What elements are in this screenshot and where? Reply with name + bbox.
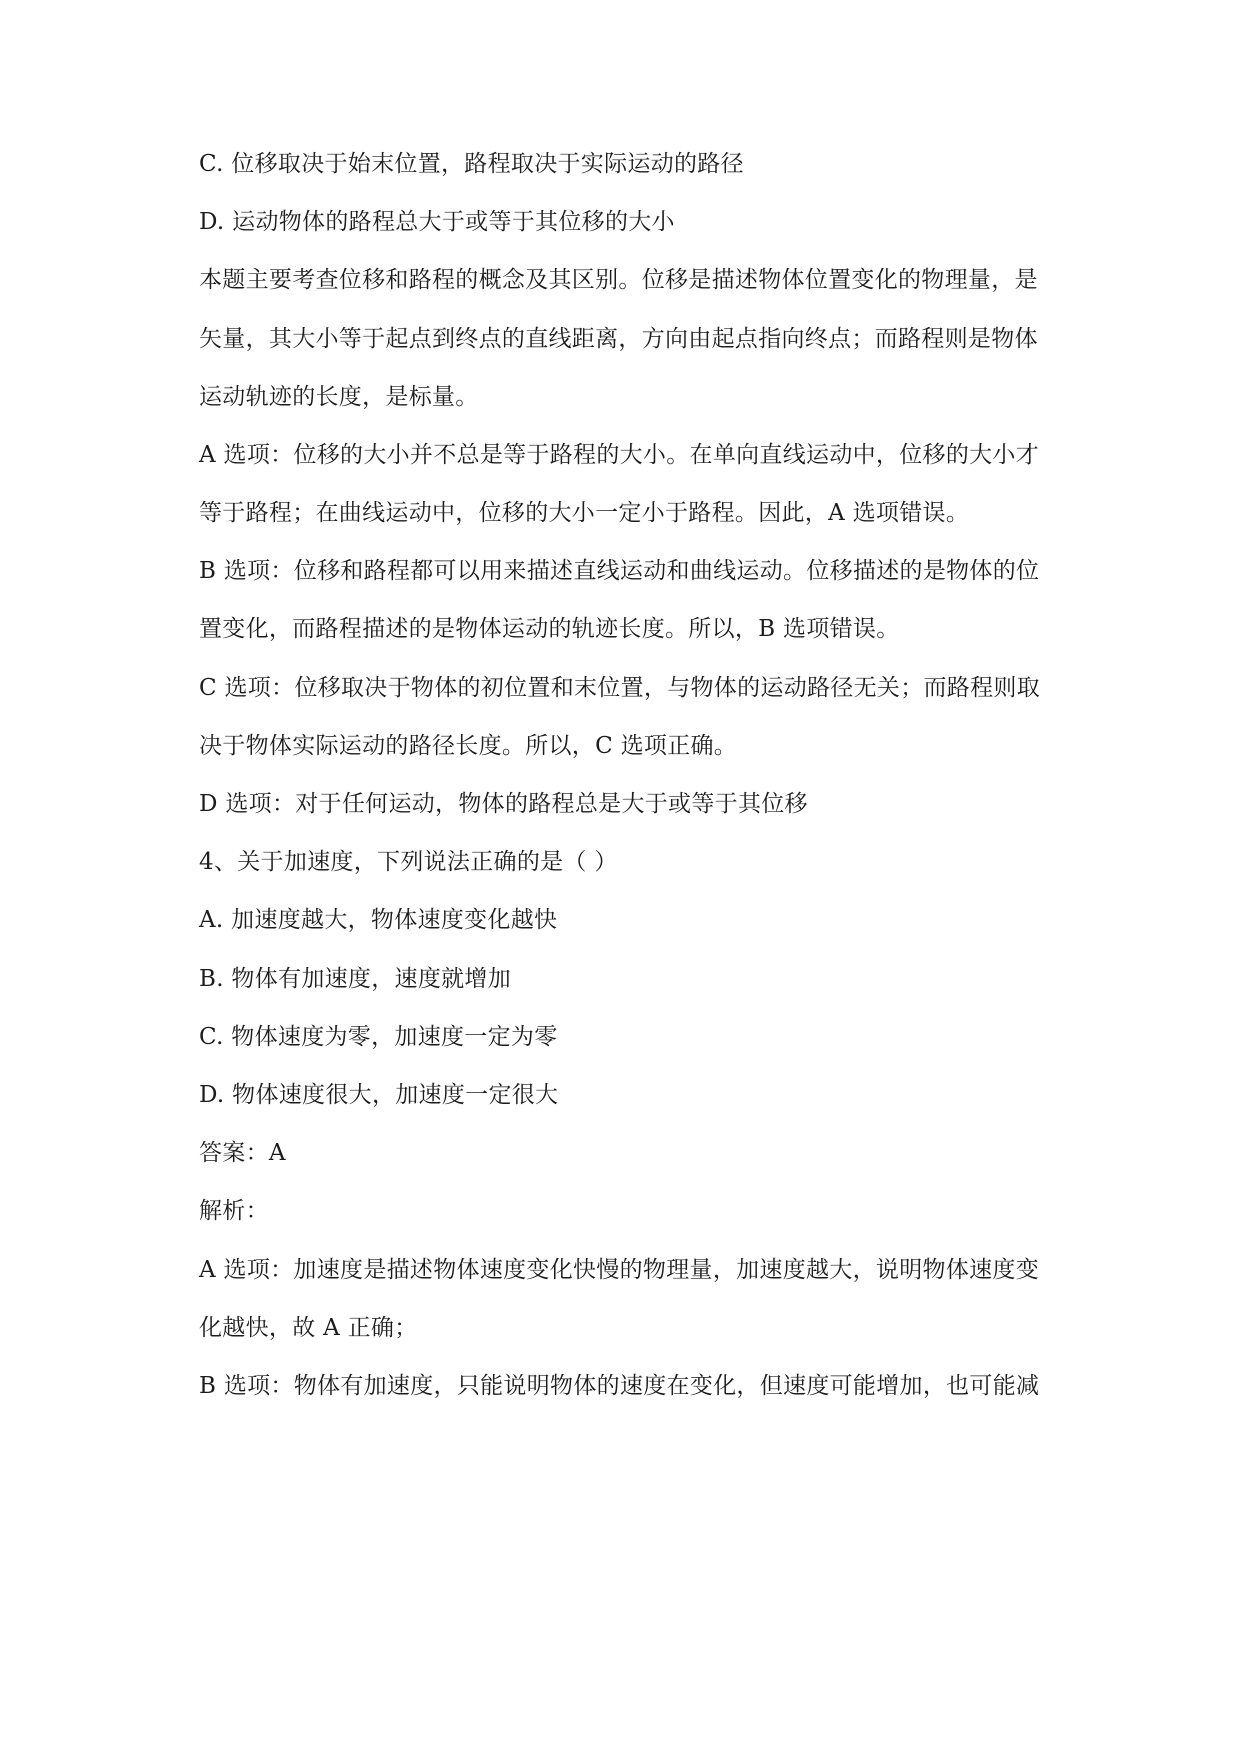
q4-option-a: A. 加速度越大，物体速度变化越快: [199, 907, 558, 933]
analysis-option-b-line-1: B 选项：位移和路程都可以用来描述直线运动和曲线运动。位移描述的是物体的位: [199, 558, 1040, 584]
q4-option-b: B. 物体有加速度，速度就增加: [199, 966, 512, 992]
analysis-option-a-line-1: A 选项：位移的大小并不总是等于路程的大小。在单向直线运动中，位移的大小才: [199, 442, 1040, 468]
q4-answer: 答案：A: [199, 1140, 286, 1166]
q4-option-c: C. 物体速度为零，加速度一定为零: [199, 1024, 558, 1050]
analysis-option-c-line-2: 决于物体实际运动的路径长度。所以，C 选项正确。: [199, 733, 738, 759]
q4-option-d: D. 物体速度很大，加速度一定很大: [199, 1082, 559, 1108]
analysis-option-d-line-1: D 选项：对于任何运动，物体的路程总是大于或等于其位移: [199, 791, 808, 817]
q4-analysis-b-line-1: B 选项：物体有加速度，只能说明物体的速度在变化，但速度可能增加，也可能减: [199, 1373, 1040, 1399]
q4-analysis-a-line-1: A 选项：加速度是描述物体速度变化快慢的物理量，加速度越大，说明物体速度变: [199, 1257, 1040, 1283]
option-c-q3: C. 位移取决于始末位置，路程取决于实际运动的路径: [199, 151, 744, 177]
analysis-option-a-line-2: 等于路程；在曲线运动中，位移的大小一定小于路程。因此，A 选项错误。: [199, 500, 970, 526]
option-d-q3: D. 运动物体的路程总大于或等于其位移的大小: [199, 209, 675, 235]
analysis-paragraph-line-2: 矢量，其大小等于起点到终点的直线距离，方向由起点指向终点；而路程则是物体: [199, 326, 1038, 352]
question-4-stem: 4、关于加速度，下列说法正确的是（ ）: [199, 849, 618, 875]
q4-analysis-heading: 解析：: [199, 1198, 269, 1224]
analysis-paragraph-line-1: 本题主要考查位移和路程的概念及其区别。位移是描述物体位置变化的物理量，是: [199, 267, 1038, 293]
analysis-option-b-line-2: 置变化，而路程描述的是物体运动的轨迹长度。所以，B 选项错误。: [199, 616, 900, 642]
analysis-paragraph-line-3: 运动轨迹的长度，是标量。: [199, 384, 479, 410]
analysis-option-c-line-1: C 选项：位移取决于物体的初位置和末位置，与物体的运动路径无关；而路程则取: [199, 675, 1041, 701]
q4-analysis-a-line-2: 化越快，故 A 正确；: [199, 1315, 418, 1341]
